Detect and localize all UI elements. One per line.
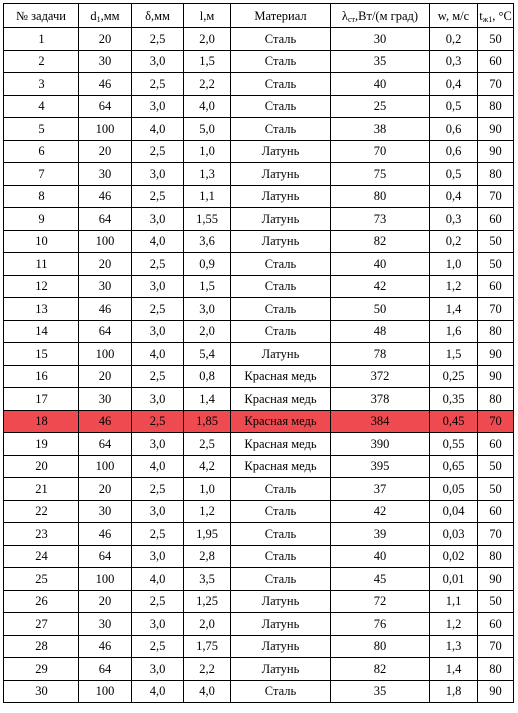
table-row xyxy=(4,50,514,73)
temperature-cell: 90 xyxy=(478,118,514,141)
table-row xyxy=(4,478,514,501)
velocity-cell: 0,55 xyxy=(430,433,478,456)
task-number-cell: 3 xyxy=(4,73,79,96)
diameter-cell: 64 xyxy=(79,95,132,118)
temperature-cell: 80 xyxy=(478,658,514,681)
length-cell: 3,0 xyxy=(184,298,231,321)
diameter-cell: 30 xyxy=(79,275,132,298)
velocity-cell: 0,3 xyxy=(430,208,478,231)
wall-thickness-cell: 2,5 xyxy=(132,478,184,501)
task-number-cell: 14 xyxy=(4,320,79,343)
diameter-cell: 46 xyxy=(79,298,132,321)
diameter-cell: 30 xyxy=(79,613,132,636)
wall-thickness-cell: 2,5 xyxy=(132,635,184,658)
task-number-cell: 6 xyxy=(4,140,79,163)
header-material xyxy=(231,4,331,28)
conductivity-cell: 40 xyxy=(331,73,430,96)
conductivity-cell: 30 xyxy=(331,28,430,51)
temperature-cell: 90 xyxy=(478,140,514,163)
diameter-cell: 20 xyxy=(79,590,132,613)
table-row xyxy=(4,118,514,141)
wall-thickness-cell: 4,0 xyxy=(132,455,184,478)
table-row xyxy=(4,568,514,591)
temperature-cell: 90 xyxy=(478,365,514,388)
material-cell: Латунь xyxy=(231,613,331,636)
velocity-cell: 0,03 xyxy=(430,523,478,546)
velocity-cell: 0,2 xyxy=(430,28,478,51)
header-velocity-label: w, м/с xyxy=(437,8,470,23)
temperature-cell: 50 xyxy=(478,455,514,478)
length-cell: 1,5 xyxy=(184,275,231,298)
velocity-cell: 0,45 xyxy=(430,410,478,433)
temperature-cell: 50 xyxy=(478,478,514,501)
conductivity-cell: 80 xyxy=(331,185,430,208)
table-row xyxy=(4,298,514,321)
wall-thickness-cell: 2,5 xyxy=(132,410,184,433)
material-cell: Сталь xyxy=(231,298,331,321)
conductivity-cell: 45 xyxy=(331,568,430,591)
task-number-cell: 22 xyxy=(4,500,79,523)
diameter-cell: 100 xyxy=(79,455,132,478)
diameter-cell: 64 xyxy=(79,545,132,568)
diameter-cell: 46 xyxy=(79,185,132,208)
conductivity-cell: 25 xyxy=(331,95,430,118)
velocity-cell: 0,35 xyxy=(430,388,478,411)
velocity-cell: 0,25 xyxy=(430,365,478,388)
conductivity-cell: 72 xyxy=(331,590,430,613)
velocity-cell: 1,2 xyxy=(430,613,478,636)
diameter-cell: 46 xyxy=(79,635,132,658)
table-row xyxy=(4,73,514,96)
diameter-cell: 46 xyxy=(79,73,132,96)
conductivity-cell: 70 xyxy=(331,140,430,163)
wall-thickness-cell: 3,0 xyxy=(132,545,184,568)
velocity-cell: 1,5 xyxy=(430,343,478,366)
velocity-cell: 1,1 xyxy=(430,590,478,613)
table-row xyxy=(4,680,514,703)
conductivity-cell: 37 xyxy=(331,478,430,501)
table-row xyxy=(4,523,514,546)
diameter-cell: 30 xyxy=(79,163,132,186)
conductivity-cell: 42 xyxy=(331,275,430,298)
length-cell: 1,0 xyxy=(184,478,231,501)
temperature-cell: 50 xyxy=(478,253,514,276)
material-cell: Латунь xyxy=(231,208,331,231)
task-number-cell: 24 xyxy=(4,545,79,568)
length-cell: 1,1 xyxy=(184,185,231,208)
length-cell: 4,2 xyxy=(184,455,231,478)
wall-thickness-cell: 3,0 xyxy=(132,658,184,681)
length-cell: 1,4 xyxy=(184,388,231,411)
wall-thickness-cell: 3,0 xyxy=(132,433,184,456)
material-cell: Сталь xyxy=(231,73,331,96)
task-number-cell: 19 xyxy=(4,433,79,456)
wall-thickness-cell: 3,0 xyxy=(132,50,184,73)
material-cell: Красная медь xyxy=(231,455,331,478)
temperature-cell: 80 xyxy=(478,95,514,118)
diameter-cell: 30 xyxy=(79,50,132,73)
length-cell: 2,0 xyxy=(184,613,231,636)
conductivity-cell: 384 xyxy=(331,410,430,433)
table-row xyxy=(4,613,514,636)
length-cell: 2,0 xyxy=(184,28,231,51)
table-row xyxy=(4,320,514,343)
table-row-highlighted xyxy=(4,410,514,433)
temperature-cell: 70 xyxy=(478,298,514,321)
table-row xyxy=(4,590,514,613)
temperature-cell: 60 xyxy=(478,500,514,523)
diameter-cell: 100 xyxy=(79,118,132,141)
table-row xyxy=(4,433,514,456)
diameter-cell: 20 xyxy=(79,365,132,388)
table-row xyxy=(4,455,514,478)
temperature-cell: 90 xyxy=(478,343,514,366)
material-cell: Красная медь xyxy=(231,388,331,411)
conductivity-cell: 40 xyxy=(331,545,430,568)
task-number-cell: 15 xyxy=(4,343,79,366)
task-number-cell: 27 xyxy=(4,613,79,636)
table-row xyxy=(4,208,514,231)
wall-thickness-cell: 2,5 xyxy=(132,73,184,96)
conductivity-cell: 76 xyxy=(331,613,430,636)
diameter-cell: 20 xyxy=(79,28,132,51)
header-length xyxy=(184,4,231,28)
temperature-cell: 50 xyxy=(478,230,514,253)
task-number-cell: 10 xyxy=(4,230,79,253)
table-row xyxy=(4,230,514,253)
diameter-cell: 30 xyxy=(79,388,132,411)
task-number-cell: 7 xyxy=(4,163,79,186)
diameter-cell: 100 xyxy=(79,568,132,591)
temperature-cell: 80 xyxy=(478,545,514,568)
conductivity-cell: 35 xyxy=(331,50,430,73)
material-cell: Латунь xyxy=(231,140,331,163)
task-number-cell: 18 xyxy=(4,410,79,433)
task-number-cell: 16 xyxy=(4,365,79,388)
wall-thickness-cell: 2,5 xyxy=(132,298,184,321)
length-cell: 2,8 xyxy=(184,545,231,568)
table-row xyxy=(4,365,514,388)
table-row xyxy=(4,343,514,366)
velocity-cell: 1,3 xyxy=(430,635,478,658)
material-cell: Латунь xyxy=(231,163,331,186)
material-cell: Латунь xyxy=(231,230,331,253)
conductivity-cell: 390 xyxy=(331,433,430,456)
conductivity-cell: 73 xyxy=(331,208,430,231)
velocity-cell: 1,6 xyxy=(430,320,478,343)
wall-thickness-cell: 4,0 xyxy=(132,118,184,141)
velocity-cell: 1,8 xyxy=(430,680,478,703)
length-cell: 2,2 xyxy=(184,658,231,681)
length-cell: 3,5 xyxy=(184,568,231,591)
velocity-cell: 0,2 xyxy=(430,230,478,253)
diameter-cell: 100 xyxy=(79,230,132,253)
header-length-label: l,м xyxy=(199,8,215,23)
material-cell: Сталь xyxy=(231,500,331,523)
diameter-cell: 30 xyxy=(79,500,132,523)
wall-thickness-cell: 4,0 xyxy=(132,343,184,366)
diameter-cell: 64 xyxy=(79,658,132,681)
material-cell: Латунь xyxy=(231,635,331,658)
diameter-cell: 20 xyxy=(79,253,132,276)
diameter-cell: 46 xyxy=(79,523,132,546)
length-cell: 1,75 xyxy=(184,635,231,658)
table-row xyxy=(4,635,514,658)
header-velocity xyxy=(430,4,478,28)
conductivity-cell: 75 xyxy=(331,163,430,186)
temperature-cell: 80 xyxy=(478,163,514,186)
material-cell: Сталь xyxy=(231,95,331,118)
material-cell: Латунь xyxy=(231,343,331,366)
diameter-cell: 64 xyxy=(79,208,132,231)
velocity-cell: 0,4 xyxy=(430,185,478,208)
table-body xyxy=(4,28,514,703)
velocity-cell: 0,6 xyxy=(430,140,478,163)
temperature-cell: 70 xyxy=(478,523,514,546)
length-cell: 2,2 xyxy=(184,73,231,96)
material-cell: Сталь xyxy=(231,118,331,141)
wall-thickness-cell: 3,0 xyxy=(132,163,184,186)
material-cell: Красная медь xyxy=(231,433,331,456)
task-number-cell: 25 xyxy=(4,568,79,591)
conductivity-cell: 39 xyxy=(331,523,430,546)
task-number-cell: 1 xyxy=(4,28,79,51)
conductivity-cell: 378 xyxy=(331,388,430,411)
length-cell: 1,3 xyxy=(184,163,231,186)
wall-thickness-cell: 2,5 xyxy=(132,28,184,51)
material-cell: Латунь xyxy=(231,185,331,208)
velocity-cell: 0,01 xyxy=(430,568,478,591)
diameter-cell: 20 xyxy=(79,140,132,163)
header-task-number xyxy=(4,4,79,28)
diameter-cell: 46 xyxy=(79,410,132,433)
task-number-cell: 20 xyxy=(4,455,79,478)
table-row xyxy=(4,163,514,186)
table-row xyxy=(4,275,514,298)
conductivity-cell: 38 xyxy=(331,118,430,141)
temperature-cell: 70 xyxy=(478,73,514,96)
temperature-cell: 80 xyxy=(478,320,514,343)
wall-thickness-cell: 4,0 xyxy=(132,680,184,703)
table-row xyxy=(4,28,514,51)
material-cell: Сталь xyxy=(231,28,331,51)
wall-thickness-cell: 4,0 xyxy=(132,230,184,253)
wall-thickness-cell: 2,5 xyxy=(132,140,184,163)
table-row xyxy=(4,95,514,118)
task-number-cell: 5 xyxy=(4,118,79,141)
conductivity-cell: 40 xyxy=(331,253,430,276)
wall-thickness-cell: 2,5 xyxy=(132,253,184,276)
task-number-cell: 4 xyxy=(4,95,79,118)
temperature-cell: 60 xyxy=(478,613,514,636)
temperature-cell: 60 xyxy=(478,50,514,73)
conductivity-cell: 372 xyxy=(331,365,430,388)
velocity-cell: 0,5 xyxy=(430,95,478,118)
task-number-cell: 9 xyxy=(4,208,79,231)
material-cell: Красная медь xyxy=(231,365,331,388)
temperature-cell: 90 xyxy=(478,680,514,703)
velocity-cell: 1,0 xyxy=(430,253,478,276)
temperature-cell: 60 xyxy=(478,275,514,298)
temperature-cell: 50 xyxy=(478,28,514,51)
temperature-cell: 80 xyxy=(478,388,514,411)
material-cell: Сталь xyxy=(231,478,331,501)
wall-thickness-cell: 2,5 xyxy=(132,365,184,388)
header-conductivity: $\lambda_{ст},Вт/(м$ град) xyxy=(331,4,430,28)
material-cell: Сталь xyxy=(231,680,331,703)
header-row xyxy=(4,4,514,28)
table-row xyxy=(4,545,514,568)
header-wall-thickness xyxy=(132,4,184,28)
material-cell: Сталь xyxy=(231,275,331,298)
task-number-cell: 12 xyxy=(4,275,79,298)
length-cell: 0,8 xyxy=(184,365,231,388)
wall-thickness-cell: 2,5 xyxy=(132,590,184,613)
conductivity-cell: 80 xyxy=(331,635,430,658)
length-cell: 1,5 xyxy=(184,50,231,73)
conductivity-cell: 395 xyxy=(331,455,430,478)
length-cell: 1,25 xyxy=(184,590,231,613)
task-number-cell: 28 xyxy=(4,635,79,658)
temperature-cell: 90 xyxy=(478,568,514,591)
diameter-cell: 100 xyxy=(79,343,132,366)
conductivity-cell: 48 xyxy=(331,320,430,343)
length-cell: 1,55 xyxy=(184,208,231,231)
wall-thickness-cell: 3,0 xyxy=(132,208,184,231)
task-number-cell: 29 xyxy=(4,658,79,681)
conductivity-cell: 42 xyxy=(331,500,430,523)
temperature-cell: 70 xyxy=(478,185,514,208)
diameter-cell: 64 xyxy=(79,320,132,343)
table-row xyxy=(4,500,514,523)
temperature-cell: 70 xyxy=(478,410,514,433)
material-cell: Красная медь xyxy=(231,410,331,433)
task-number-cell: 26 xyxy=(4,590,79,613)
conductivity-cell: 35 xyxy=(331,680,430,703)
table-row xyxy=(4,658,514,681)
header-temperature: $t_{ж1}$, °С xyxy=(478,4,514,28)
wall-thickness-cell: 3,0 xyxy=(132,320,184,343)
task-number-cell: 23 xyxy=(4,523,79,546)
material-cell: Сталь xyxy=(231,50,331,73)
material-cell: Сталь xyxy=(231,568,331,591)
velocity-cell: 1,2 xyxy=(430,275,478,298)
velocity-cell: 0,05 xyxy=(430,478,478,501)
task-number-cell: 30 xyxy=(4,680,79,703)
velocity-cell: 0,02 xyxy=(430,545,478,568)
velocity-cell: 1,4 xyxy=(430,298,478,321)
length-cell: 1,0 xyxy=(184,140,231,163)
material-cell: Сталь xyxy=(231,320,331,343)
velocity-cell: 0,65 xyxy=(430,455,478,478)
conductivity-cell: 82 xyxy=(331,658,430,681)
length-cell: 2,5 xyxy=(184,433,231,456)
material-cell: Латунь xyxy=(231,590,331,613)
task-number-cell: 2 xyxy=(4,50,79,73)
task-number-cell: 11 xyxy=(4,253,79,276)
length-cell: 1,95 xyxy=(184,523,231,546)
velocity-cell: 0,4 xyxy=(430,73,478,96)
wall-thickness-cell: 3,0 xyxy=(132,613,184,636)
length-cell: 4,0 xyxy=(184,95,231,118)
task-number-cell: 8 xyxy=(4,185,79,208)
temperature-cell: 50 xyxy=(478,590,514,613)
length-cell: 5,0 xyxy=(184,118,231,141)
velocity-cell: 0,04 xyxy=(430,500,478,523)
velocity-cell: 0,5 xyxy=(430,163,478,186)
velocity-cell: 0,6 xyxy=(430,118,478,141)
wall-thickness-cell: 3,0 xyxy=(132,95,184,118)
wall-thickness-cell: 4,0 xyxy=(132,568,184,591)
diameter-cell: 20 xyxy=(79,478,132,501)
length-cell: 4,0 xyxy=(184,680,231,703)
material-cell: Сталь xyxy=(231,523,331,546)
table-row xyxy=(4,185,514,208)
diameter-cell: 64 xyxy=(79,433,132,456)
conductivity-cell: 82 xyxy=(331,230,430,253)
length-cell: 2,0 xyxy=(184,320,231,343)
table-row xyxy=(4,253,514,276)
table-row xyxy=(4,388,514,411)
diameter-cell: 100 xyxy=(79,680,132,703)
velocity-cell: 0,3 xyxy=(430,50,478,73)
velocity-cell: 1,4 xyxy=(430,658,478,681)
length-cell: 1,85 xyxy=(184,410,231,433)
header-diameter: $d_1,мм$ xyxy=(79,4,132,28)
header-material-label: Материал xyxy=(254,8,307,23)
length-cell: 1,2 xyxy=(184,500,231,523)
material-cell: Латунь xyxy=(231,658,331,681)
task-variants-table xyxy=(3,3,514,703)
wall-thickness-cell: 2,5 xyxy=(132,523,184,546)
header-task-number-label: № задачи xyxy=(16,8,66,23)
wall-thickness-cell: 3,0 xyxy=(132,275,184,298)
wall-thickness-cell: 3,0 xyxy=(132,388,184,411)
table-row xyxy=(4,140,514,163)
material-cell: Сталь xyxy=(231,545,331,568)
length-cell: 3,6 xyxy=(184,230,231,253)
task-number-cell: 17 xyxy=(4,388,79,411)
conductivity-cell: 78 xyxy=(331,343,430,366)
wall-thickness-cell: 3,0 xyxy=(132,500,184,523)
material-cell: Сталь xyxy=(231,253,331,276)
task-variants-sheet xyxy=(3,3,513,703)
length-cell: 5,4 xyxy=(184,343,231,366)
conductivity-cell: 50 xyxy=(331,298,430,321)
temperature-cell: 60 xyxy=(478,208,514,231)
length-cell: 0,9 xyxy=(184,253,231,276)
task-number-cell: 13 xyxy=(4,298,79,321)
temperature-cell: 60 xyxy=(478,433,514,456)
header-wall-thickness-label: δ,мм xyxy=(145,8,170,23)
wall-thickness-cell: 2,5 xyxy=(132,185,184,208)
temperature-cell: 70 xyxy=(478,635,514,658)
task-number-cell: 21 xyxy=(4,478,79,501)
